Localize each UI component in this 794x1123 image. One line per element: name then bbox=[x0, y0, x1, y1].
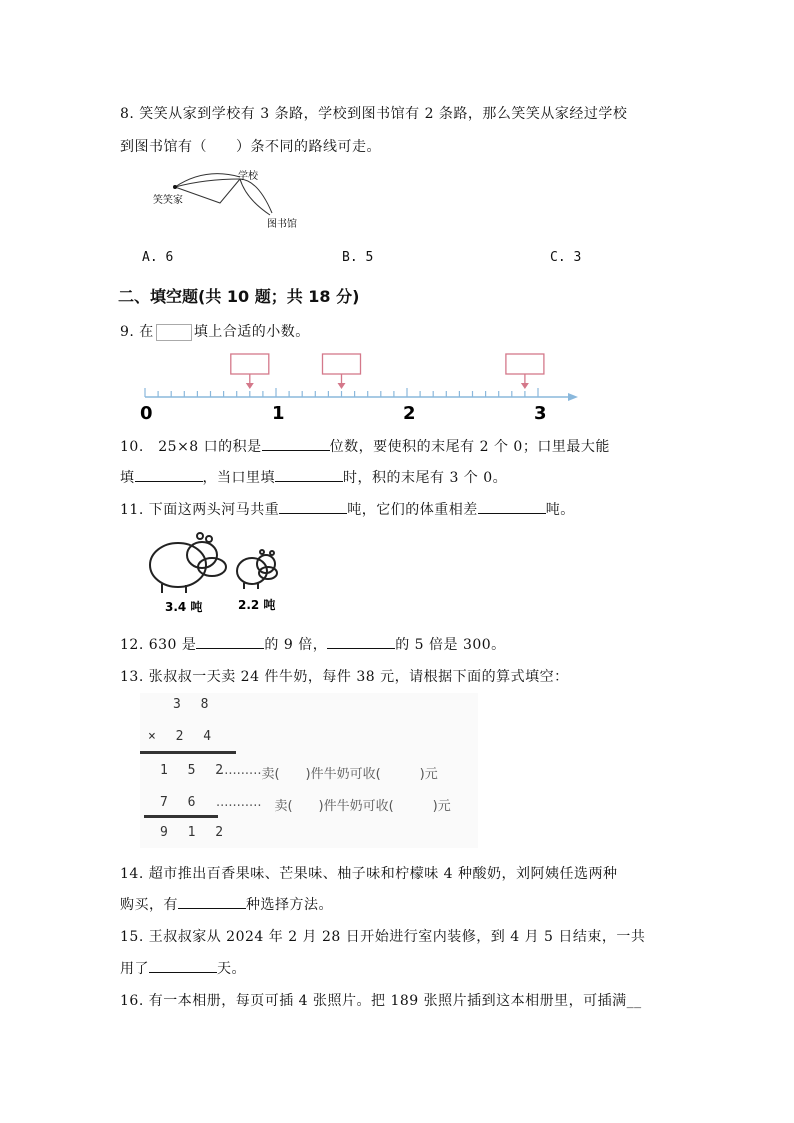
q10-line2 bbox=[120, 467, 507, 487]
q10-text-d: ，当口里填 bbox=[202, 470, 275, 486]
blank-field[interactable] bbox=[262, 438, 330, 451]
q11-line bbox=[120, 499, 575, 519]
q13-line: 13. 张叔叔一天卖 24 件牛奶，每件 38 元，请根据下面的算式填空： bbox=[120, 669, 569, 685]
tick-label-1: 1 bbox=[272, 403, 285, 424]
q14-line1: 14. 超市推出百香果味、芒果味、柚子味和柠檬味 4 种酸奶，刘阿姨任选两种 bbox=[120, 866, 618, 882]
blank-field[interactable] bbox=[478, 501, 546, 514]
mult-row-partial-1: 1 5 2 bbox=[160, 763, 230, 778]
route-diagram bbox=[150, 165, 340, 235]
q9-prompt bbox=[120, 321, 310, 341]
tick-label-3: 3 bbox=[534, 403, 547, 424]
q9-prefix: 9. 在 bbox=[120, 324, 154, 340]
number-line-arrow bbox=[568, 393, 578, 401]
home-school-path-middle bbox=[175, 179, 240, 187]
q10-text-a: 10. 25×8 口的积是 bbox=[120, 439, 262, 455]
q12-text-a: 12. 630 是 bbox=[120, 637, 197, 653]
q9-suffix: 填上合适的小数。 bbox=[193, 324, 310, 340]
q10-line1 bbox=[120, 436, 610, 456]
mult-rule-bottom bbox=[144, 815, 218, 818]
small-hippo-weight: 2.2 吨 bbox=[238, 598, 276, 612]
q14-text-b: 种选择方法。 bbox=[246, 897, 333, 913]
q12-line bbox=[120, 634, 506, 654]
school-library-path-lower bbox=[240, 179, 270, 215]
q10-text-b: 位数，要使积的末尾有 2 个 0；口里最大能 bbox=[329, 439, 610, 455]
option-a[interactable]: A. 6 bbox=[142, 250, 174, 265]
q10-text-c: 填 bbox=[120, 470, 135, 486]
blank-field[interactable] bbox=[135, 469, 203, 482]
q11-text-c: 吨。 bbox=[545, 502, 575, 518]
inline-box bbox=[156, 324, 192, 341]
q15-text-b: 天。 bbox=[217, 961, 246, 977]
mult-row-multiplicand: 3 8 bbox=[173, 697, 215, 712]
school-label: 学校 bbox=[238, 171, 258, 182]
mult-row-partial-2: 7 6 bbox=[160, 795, 202, 810]
q14-text-a: 购买，有 bbox=[120, 897, 178, 913]
answer-box-0[interactable] bbox=[231, 354, 269, 389]
down-arrow-icon bbox=[521, 383, 529, 389]
q10-text-e: 时，积的末尾有 3 个 0。 bbox=[343, 470, 508, 486]
home-school-path-lower bbox=[175, 179, 240, 203]
section-title: 二、填空题(共 10 题；共 18 分) bbox=[118, 287, 360, 306]
q16-line1: 16. 有一本相册，每页可插 4 张照片。把 189 张照片插到这本相册里，可插满__ bbox=[120, 993, 642, 1009]
mult-row-multiplier: × 2 4 bbox=[148, 729, 218, 744]
blank-field[interactable] bbox=[178, 896, 246, 909]
answer-box-1[interactable] bbox=[323, 354, 361, 389]
q11-text-b: 吨，它们的体重相差 bbox=[347, 502, 478, 518]
big-hippo-weight: 3.4 吨 bbox=[165, 600, 203, 614]
down-arrow-icon bbox=[246, 383, 254, 389]
option-c[interactable]: C. 3 bbox=[550, 250, 582, 265]
q12-text-b: 的 9 倍， bbox=[264, 637, 328, 653]
q8-line2: 到图书馆有（ ）条不同的路线可走。 bbox=[120, 139, 381, 155]
q8-line1: 8. 笑笑从家到学校有 3 条路，学校到图书馆有 2 条路，那么笑笑从家经过学校 bbox=[120, 106, 628, 122]
home-label: 笑笑家 bbox=[153, 195, 183, 206]
down-arrow-icon bbox=[338, 383, 346, 389]
q15-line1: 15. 王叔叔家从 2024 年 2 月 28 日开始进行室内装修，到 4 月 5 日结束，一共 bbox=[120, 929, 646, 945]
answer-box-2[interactable] bbox=[506, 354, 544, 389]
q15-text-a: 用了 bbox=[120, 961, 149, 977]
mult-row-product: 9 1 2 bbox=[160, 825, 230, 840]
q12-text-c: 的 5 倍是 300。 bbox=[395, 637, 506, 653]
option-b[interactable]: B. 5 bbox=[342, 250, 374, 265]
blank-field[interactable] bbox=[196, 636, 264, 649]
tick-label-0: 0 bbox=[140, 403, 153, 424]
number-line bbox=[130, 345, 590, 425]
hippo-illustration bbox=[140, 527, 300, 617]
q15-line2 bbox=[120, 958, 246, 978]
blank-field[interactable] bbox=[327, 636, 395, 649]
library-label: 图书馆 bbox=[267, 219, 297, 230]
small-hippo-icon bbox=[237, 550, 277, 589]
mult-note-1: ···········卖( )件牛奶可收( )元 bbox=[216, 767, 438, 782]
mult-rule-top bbox=[140, 751, 236, 754]
blank-field[interactable] bbox=[275, 469, 343, 482]
vertical-multiplication bbox=[140, 693, 478, 848]
q14-line2 bbox=[120, 894, 333, 914]
blank-field[interactable] bbox=[149, 960, 217, 973]
mult-note-2: ··········· 卖( )件牛奶可收( )元 bbox=[216, 799, 451, 814]
school-library-path-upper bbox=[240, 179, 272, 213]
tick-label-2: 2 bbox=[403, 403, 416, 424]
big-hippo-icon bbox=[150, 533, 226, 593]
blank-field[interactable] bbox=[279, 501, 347, 514]
q11-text-a: 11. 下面这两头河马共重 bbox=[120, 502, 280, 518]
